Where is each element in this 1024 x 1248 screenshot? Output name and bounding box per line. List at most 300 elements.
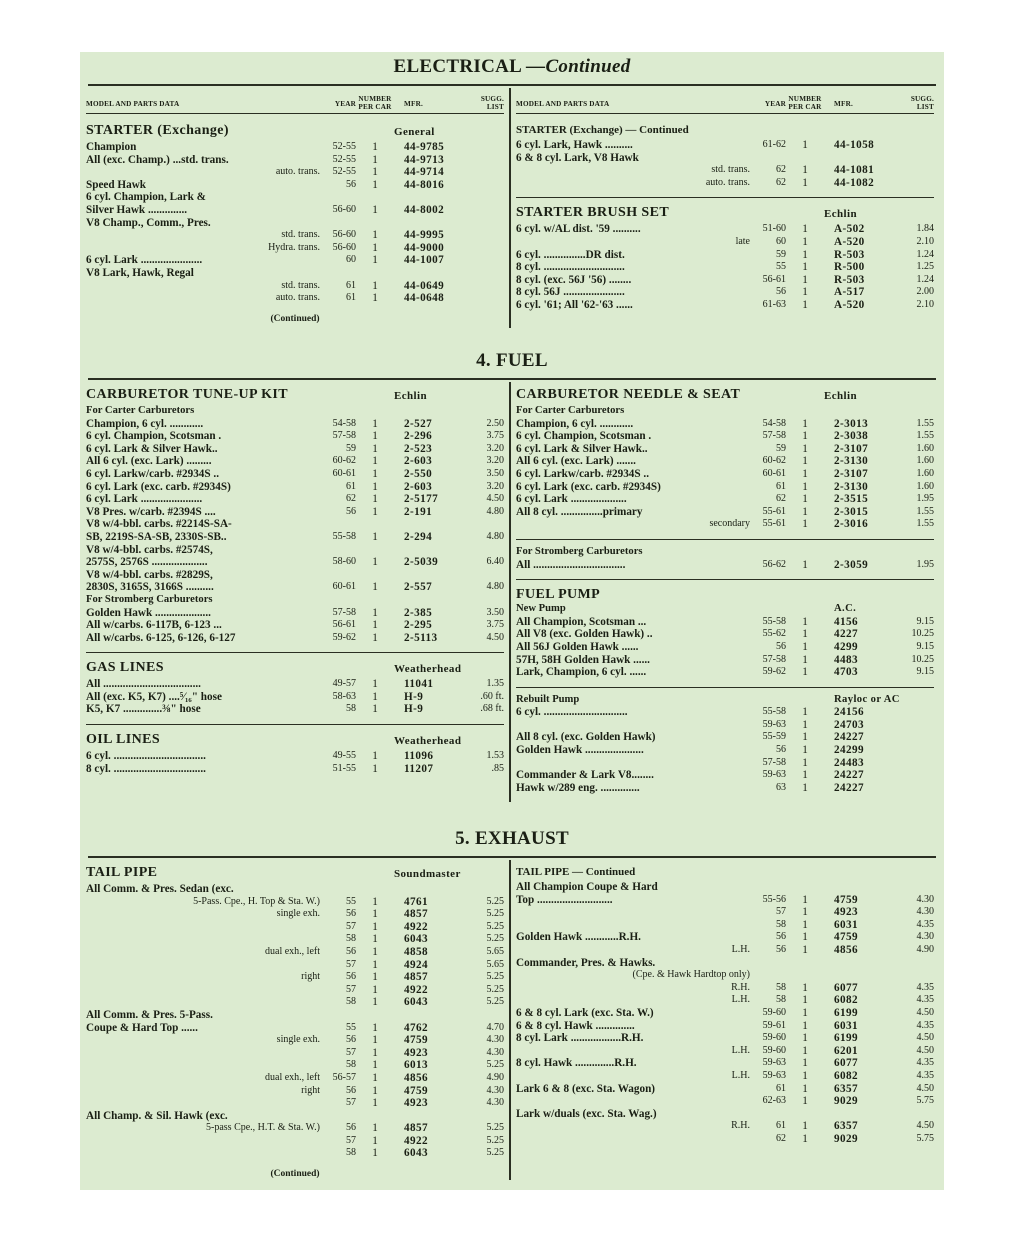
table-row xyxy=(516,493,934,506)
year-cell xyxy=(324,518,356,531)
price-cell: 4.50 xyxy=(486,493,504,505)
year-cell: 57 xyxy=(346,920,356,932)
year-cell: 49-57 xyxy=(332,678,356,690)
block-title: CARBURETOR TUNE-UP KIT xyxy=(86,387,288,402)
part-number-cell: 9029 xyxy=(834,1095,858,1108)
number-cell: 1 xyxy=(802,223,808,236)
block-title: CARBURETOR NEEDLE & SEAT xyxy=(516,387,741,402)
number-cell: 1 xyxy=(802,1095,808,1108)
part-number-cell: 4299 xyxy=(834,640,858,653)
model-cell: R.H. xyxy=(731,981,750,993)
table-row xyxy=(86,506,504,519)
block-title: STARTER (Exchange) — Continued xyxy=(516,124,689,136)
part-number-cell: 24227 xyxy=(834,781,864,794)
model-cell xyxy=(86,1059,324,1072)
price-cell: 5.25 xyxy=(486,895,504,907)
number-cell: 1 xyxy=(372,1071,378,1084)
table-row xyxy=(86,443,504,456)
model-cell: Champion, 6 cyl. ............ xyxy=(86,417,204,430)
table-row xyxy=(86,896,504,909)
block-manufacturer: Echlin xyxy=(824,208,857,221)
number-cell: 1 xyxy=(372,442,378,455)
part-number-cell: 6043 xyxy=(404,933,428,946)
part-number-cell: A-502 xyxy=(834,223,865,236)
table-row xyxy=(516,443,934,456)
number-cell: 1 xyxy=(802,298,808,311)
year-cell: 57 xyxy=(346,1046,356,1058)
part-number-cell: 6043 xyxy=(404,1147,428,1160)
model-cell: std. trans. xyxy=(281,279,320,291)
year-cell: 57-58 xyxy=(762,430,786,442)
part-number-cell: 6013 xyxy=(404,1059,428,1072)
block-title: STARTER BRUSH SET xyxy=(516,205,670,221)
model-cell xyxy=(516,906,754,919)
subheading-text: For Carter Carburetors xyxy=(516,405,625,416)
model-cell: 6 cyl. Lark, Hawk .......... xyxy=(516,139,633,151)
table-row xyxy=(86,292,504,305)
table-row xyxy=(86,141,504,154)
year-cell: 61-62 xyxy=(762,139,786,150)
number-cell: 1 xyxy=(372,1021,378,1034)
number-cell: 1 xyxy=(372,229,378,242)
part-number-cell: 2-603 xyxy=(404,455,433,468)
number-cell xyxy=(356,569,394,582)
year-cell: 58 xyxy=(346,933,356,945)
model-cell: (Cpe. & Hawk Hardtop only) xyxy=(632,969,750,981)
price-cell: 1.55 xyxy=(916,430,934,442)
number-cell: 1 xyxy=(372,933,378,946)
model-cell: Hawk w/289 eng. .............. xyxy=(516,781,640,794)
model-cell: Lark, Champion, 6 cyl. ...... xyxy=(516,666,647,679)
part-number-cell: 4856 xyxy=(834,943,858,956)
table-row xyxy=(86,1097,504,1110)
block-header xyxy=(516,204,934,223)
part-number-cell: 2-3015 xyxy=(834,505,869,518)
price-cell xyxy=(894,731,934,744)
part-number-cell: 4923 xyxy=(834,906,858,919)
model-cell: auto. trans. xyxy=(275,292,320,304)
model-cell: 6 cyl. w/AL dist. '59 .......... xyxy=(516,223,641,236)
year-cell: 58 xyxy=(346,996,356,1008)
number-cell xyxy=(356,1009,394,1022)
price-cell: 1.60 xyxy=(916,442,934,454)
year-cell: 62 xyxy=(776,176,786,188)
header-succ: SUGG. LIST xyxy=(910,95,934,111)
price-cell: 3.20 xyxy=(486,442,504,454)
number-cell: 1 xyxy=(802,718,808,731)
number-cell: 1 xyxy=(372,556,378,569)
year-cell: 59-60 xyxy=(762,1044,786,1056)
model-cell: 6 cyl. .............................. xyxy=(516,706,628,719)
part-number-cell: A-520 xyxy=(834,235,865,248)
table-row xyxy=(86,1122,504,1135)
number-cell: 1 xyxy=(372,178,378,191)
part-number-cell: 44-9785 xyxy=(404,141,445,153)
block-header xyxy=(516,586,934,603)
number-cell: 1 xyxy=(802,430,808,443)
part-number-cell: 11207 xyxy=(404,762,434,775)
number-cell: 1 xyxy=(372,958,378,971)
part-number-cell xyxy=(824,969,894,982)
part-number-cell: 6043 xyxy=(404,996,428,1009)
model-cell: Lark w/duals (exc. Sta. Wag.) xyxy=(516,1107,657,1120)
parts-block xyxy=(86,652,504,716)
model-cell: All (exc. Champ.) ...std. trans. xyxy=(86,153,229,166)
number-cell xyxy=(356,217,394,230)
table-row xyxy=(86,468,504,481)
model-cell: K5, K7 ..............⅜" hose xyxy=(86,703,201,716)
model-cell: 6 & 8 cyl. Lark, V8 Hawk xyxy=(516,151,639,164)
number-cell: 1 xyxy=(802,666,808,679)
table-row xyxy=(86,191,504,204)
electrical-title: ELECTRICAL —Continued xyxy=(393,56,631,77)
table-row xyxy=(86,154,504,167)
part-number-cell: 4922 xyxy=(404,920,428,933)
price-cell: 4.35 xyxy=(916,1019,934,1031)
number-cell xyxy=(356,191,394,204)
price-cell: 4.35 xyxy=(916,981,934,993)
part-number-cell: 2-3013 xyxy=(834,417,869,430)
price-cell xyxy=(464,1110,504,1123)
price-cell: 4.70 xyxy=(486,1021,504,1033)
price-cell xyxy=(464,217,504,230)
model-cell xyxy=(86,959,324,972)
table-row xyxy=(516,559,934,572)
number-cell: 1 xyxy=(802,493,808,506)
table-row xyxy=(86,607,504,620)
price-cell xyxy=(894,139,934,152)
number-cell: 1 xyxy=(802,139,808,151)
model-cell xyxy=(516,1095,754,1108)
subheading-text: For Carter Carburetors xyxy=(86,405,195,416)
price-cell: 3.20 xyxy=(486,480,504,492)
number-cell: 1 xyxy=(372,166,378,179)
year-cell: 59-63 xyxy=(762,1057,786,1069)
table-row xyxy=(86,280,504,293)
part-number-cell: 44-1007 xyxy=(404,254,445,267)
number-cell: 1 xyxy=(802,1044,808,1057)
number-cell: 1 xyxy=(372,505,378,518)
year-cell: 55 xyxy=(776,261,786,273)
part-number-cell: 4857 xyxy=(404,908,428,921)
number-cell: 1 xyxy=(372,430,378,443)
part-number-cell: 2-295 xyxy=(404,619,433,632)
table-row xyxy=(516,249,934,262)
part-number-cell xyxy=(824,957,894,970)
year-cell: 55 xyxy=(346,1021,356,1033)
block-title: STARTER (Exchange) xyxy=(86,123,229,138)
price-cell xyxy=(464,242,504,255)
model-cell: 6 cyl. Lark & Silver Hawk.. xyxy=(516,442,648,455)
price-cell: 5.25 xyxy=(486,983,504,995)
table-row xyxy=(516,757,934,770)
number-cell: 1 xyxy=(372,254,378,267)
part-number-cell: 6082 xyxy=(834,1069,858,1082)
model-cell: All Comm. & Pres. 5-Pass. xyxy=(86,1008,213,1021)
table-row xyxy=(516,719,934,732)
number-cell: 1 xyxy=(372,895,378,908)
part-number-cell: 44-9000 xyxy=(404,241,445,254)
year-cell xyxy=(754,957,786,970)
price-cell: 3.75 xyxy=(486,430,504,442)
number-cell: 1 xyxy=(802,615,808,628)
table-row xyxy=(86,619,504,632)
table-row xyxy=(86,204,504,217)
year-cell: 62 xyxy=(776,164,786,176)
year-cell: 57-58 xyxy=(762,653,786,665)
table-row xyxy=(516,1133,934,1146)
number-cell: 1 xyxy=(372,1097,378,1110)
model-cell: 6 cyl. Lark & Silver Hawk.. xyxy=(86,442,218,455)
price-cell xyxy=(464,229,504,242)
number-cell: 1 xyxy=(372,908,378,921)
model-cell: 6 cyl. Champion, Lark & xyxy=(86,191,206,204)
part-number-cell: 4922 xyxy=(404,1134,428,1147)
price-cell: 3.50 xyxy=(486,606,504,618)
price-cell: 4.35 xyxy=(916,1069,934,1081)
model-cell: 57H, 58H Golden Hawk ...... xyxy=(516,653,650,666)
price-cell: 4.80 xyxy=(486,505,504,517)
table-row xyxy=(86,933,504,946)
year-cell: 59-62 xyxy=(762,666,786,678)
price-cell: .60 ft. xyxy=(480,690,504,702)
part-number-cell: 4759 xyxy=(404,1084,428,1097)
year-cell: 56 xyxy=(776,931,786,943)
price-cell xyxy=(894,164,934,177)
year-cell: 61 xyxy=(346,279,356,291)
year-cell: 51-55 xyxy=(332,762,356,774)
subheading-manufacturer: Rayloc or AC xyxy=(834,693,900,705)
part-number-cell: R-503 xyxy=(834,273,865,286)
table-row xyxy=(516,666,934,679)
price-cell: 5.25 xyxy=(486,1134,504,1146)
number-cell: 1 xyxy=(372,703,378,716)
price-cell: 2.00 xyxy=(916,286,934,298)
part-number-cell: 4759 xyxy=(834,893,858,906)
year-cell xyxy=(324,1110,356,1123)
block-title: FUEL PUMP xyxy=(516,587,601,603)
number-cell: 1 xyxy=(372,690,378,703)
block-manufacturer: Echlin xyxy=(394,390,427,402)
header-model: MODEL AND PARTS DATA xyxy=(516,100,610,109)
block-manufacturer: Weatherhead xyxy=(394,735,462,748)
price-cell: 1.55 xyxy=(916,505,934,517)
part-number-cell: 4227 xyxy=(834,628,858,641)
price-cell xyxy=(464,544,504,557)
model-cell: V8 w/4-bbl. carbs. #2214S-SA- xyxy=(86,518,232,531)
part-number-cell: 2-191 xyxy=(404,505,433,518)
model-cell: Commander, Pres. & Hawks. xyxy=(516,956,656,969)
price-cell: 5.75 xyxy=(916,1095,934,1107)
number-cell: 1 xyxy=(802,273,808,286)
number-cell: 1 xyxy=(802,640,808,653)
price-cell: 2.10 xyxy=(916,298,934,310)
number-cell: 1 xyxy=(372,750,378,763)
part-number-cell: 2-294 xyxy=(404,530,433,543)
continued-note: (Continued) xyxy=(270,313,320,324)
table-row xyxy=(516,455,934,468)
model-cell xyxy=(516,919,754,932)
year-cell xyxy=(324,217,356,230)
year-cell: 62-63 xyxy=(762,1095,786,1107)
part-number-cell: 4762 xyxy=(404,1021,428,1034)
price-cell: 4.50 xyxy=(486,631,504,643)
number-cell: 1 xyxy=(372,241,378,254)
year-cell: 61 xyxy=(776,1082,786,1094)
table-row xyxy=(86,418,504,431)
model-cell: 8 cyl. ................................. xyxy=(86,762,206,775)
number-cell: 1 xyxy=(802,731,808,744)
header-number: NUMBER PER CAR xyxy=(788,95,822,111)
table-row xyxy=(516,274,934,287)
part-number-cell: 44-0649 xyxy=(404,279,445,292)
block-header xyxy=(86,731,504,750)
model-cell: 8 cyl. ............................. xyxy=(516,261,625,274)
number-cell: 1 xyxy=(372,141,378,153)
year-cell: 55-58 xyxy=(762,615,786,627)
number-cell: 1 xyxy=(372,153,378,166)
price-cell xyxy=(464,569,504,582)
table-row xyxy=(516,1007,934,1020)
price-cell: 4.30 xyxy=(486,1046,504,1058)
number-cell: 1 xyxy=(802,994,808,1007)
price-cell: 4.90 xyxy=(486,1071,504,1083)
part-number-cell: 9029 xyxy=(834,1132,858,1145)
year-cell: 59-60 xyxy=(762,1006,786,1018)
model-cell xyxy=(86,921,324,934)
part-number-cell: 44-1082 xyxy=(834,176,875,189)
number-cell: 1 xyxy=(372,1046,378,1059)
model-cell xyxy=(86,996,324,1009)
table-row xyxy=(516,1120,934,1133)
table-row xyxy=(516,931,934,944)
year-cell: 62 xyxy=(346,493,356,505)
model-cell xyxy=(86,984,324,997)
part-number-cell: R-500 xyxy=(834,261,865,274)
part-number-cell: H-9 xyxy=(404,690,424,703)
model-cell: All 8 cyl. ...............primary xyxy=(516,505,643,518)
table-row xyxy=(86,569,504,582)
price-cell: 5.25 xyxy=(486,1147,504,1159)
number-cell: 1 xyxy=(372,606,378,619)
year-cell: 57 xyxy=(346,1097,356,1109)
model-cell: 8 cyl. (exc. 56J '56) ........ xyxy=(516,273,632,286)
model-cell: Golden Hawk ............R.H. xyxy=(516,931,641,944)
model-cell: V8 Champ., Comm., Pres. xyxy=(86,216,211,229)
model-cell: 6 cyl. Lark (exc. carb. #2934S) xyxy=(516,480,661,493)
model-cell: std. trans. xyxy=(281,229,320,241)
table-row xyxy=(86,430,504,443)
price-cell: 3.50 xyxy=(486,467,504,479)
block-title: TAIL PIPE — Continued xyxy=(516,866,636,878)
number-cell: 1 xyxy=(802,931,808,944)
part-number-cell: 44-9995 xyxy=(404,229,445,242)
part-number-cell: 6077 xyxy=(834,1057,858,1070)
price-cell: 4.80 xyxy=(486,530,504,542)
part-number-cell: 6201 xyxy=(834,1044,858,1057)
year-cell: 56-61 xyxy=(332,619,356,631)
number-cell: 1 xyxy=(372,530,378,543)
part-number-cell: 4923 xyxy=(404,1097,428,1110)
year-cell: 56 xyxy=(776,640,786,652)
table-row xyxy=(516,969,934,982)
table-row xyxy=(516,468,934,481)
table-row xyxy=(86,481,504,494)
part-number-cell: 2-3515 xyxy=(834,493,869,506)
model-cell: All Champ. & Sil. Hawk (exc. xyxy=(86,1109,228,1122)
number-cell xyxy=(786,957,824,970)
year-cell xyxy=(324,191,356,204)
number-cell: 1 xyxy=(802,893,808,906)
part-number-cell: 11096 xyxy=(404,750,434,763)
year-cell: 56-60 xyxy=(332,241,356,253)
number-cell: 1 xyxy=(802,769,808,782)
model-cell xyxy=(86,1147,324,1160)
price-cell: .68 ft. xyxy=(480,703,504,715)
model-cell: 6 cyl. Larkw/carb. #2934S .. xyxy=(86,467,220,480)
block-header xyxy=(86,122,504,141)
model-cell: All ................................. xyxy=(516,558,626,571)
part-number-cell: 44-8002 xyxy=(404,203,445,216)
continued-note: (Continued) xyxy=(270,1169,320,1180)
price-cell: 4.35 xyxy=(916,918,934,930)
year-cell: 56 xyxy=(346,945,356,957)
table-row xyxy=(86,632,504,645)
price-cell: 5.65 xyxy=(486,945,504,957)
model-cell xyxy=(86,1097,324,1110)
price-cell xyxy=(894,881,934,894)
number-cell: 1 xyxy=(802,286,808,299)
model-cell xyxy=(86,1135,324,1148)
price-cell: 1.53 xyxy=(486,750,504,762)
model-cell xyxy=(516,719,754,732)
year-cell: 57 xyxy=(776,906,786,918)
year-cell: 56-61 xyxy=(762,273,786,285)
number-cell: 1 xyxy=(802,1082,808,1095)
part-number-cell: 6357 xyxy=(834,1082,858,1095)
price-cell: 1.84 xyxy=(916,223,934,235)
model-cell: Champion xyxy=(86,141,137,153)
model-cell: 6 cyl. Champion, Scotsman . xyxy=(86,430,222,443)
part-number-cell: 2-557 xyxy=(404,581,433,594)
model-cell: 5-Pass. Cpe., H. Top & Sta. W.) xyxy=(193,895,320,907)
year-cell: 55-58 xyxy=(332,530,356,542)
table-row xyxy=(516,769,934,782)
model-cell: Lark 6 & 8 (exc. Sta. Wagon) xyxy=(516,1082,656,1095)
part-number-cell: 4922 xyxy=(404,983,428,996)
year-cell xyxy=(324,1009,356,1022)
model-cell: dual exh., left xyxy=(265,1071,320,1083)
number-cell: 1 xyxy=(372,480,378,493)
year-cell: 56 xyxy=(346,1084,356,1096)
parts-block xyxy=(516,539,934,571)
number-cell: 1 xyxy=(802,1120,808,1133)
header-mfr: MFR. xyxy=(404,100,423,109)
year-cell: 61 xyxy=(776,480,786,492)
table-row xyxy=(516,236,934,249)
price-cell xyxy=(464,254,504,267)
year-cell: 55-58 xyxy=(762,706,786,718)
model-cell: V8 w/4-bbl. carbs. #2574S, xyxy=(86,543,213,556)
electrical-right-column xyxy=(516,88,934,320)
price-cell xyxy=(464,280,504,293)
model-cell: All w/carbs. 6-117B, 6-123 ... xyxy=(86,619,222,632)
number-cell: 1 xyxy=(372,467,378,480)
year-cell: 58-63 xyxy=(332,690,356,702)
year-cell: 56 xyxy=(346,178,356,190)
table-row xyxy=(516,430,934,443)
model-cell: auto. trans. xyxy=(275,166,320,178)
